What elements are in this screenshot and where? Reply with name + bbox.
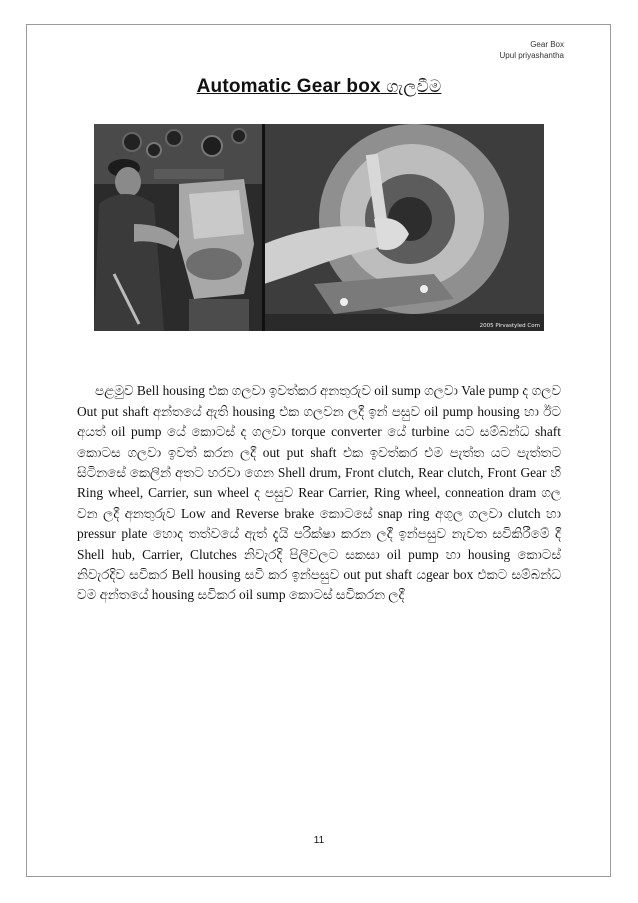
title-latin: Automatic Gear box <box>196 76 381 97</box>
left-photo <box>94 124 264 331</box>
header-title: Gear Box <box>530 40 564 49</box>
page-number: 11 <box>313 835 325 846</box>
body-paragraph: පළමුව Bell housing එක ගලවා ඉවත්කර අනතුරුව oil sump ගලවා Vale pump ද ගලව Out put shaft අන්තයේ ඇති housing එක ගලවන ලදී ඉන් පසුව oil pump housing හා ඊට අයත් oil pump යේ කොටස් ද ගලවා torque converter යේ turbine යට සම්බන්ධ shaft කොටස ගලවා ඉවත් කරන ලදී out put shaft එක ඉවත්කර එම පැත්ත යට පැත්තට සිටිනසේ කෙලින් අතට හරවා ගෙන Shell drum, Front clutch, Rear clutch, Front Gear හි Ring wheel, Carrier, sun wheel ද පසුව Rear Carrier, Ring wheel, conneation dram ගල වන ලදී අනතුරුව Low and Reverse brake කොටසේ snap ring අගුල ගලවා clutch හා pressur plate හොද තත්වයේ ඇත් දැයි පරික්ෂා කරන ලදී ඉන්පසුව නැවත සවිකිරීමේ දී Shell hub, Carrier, Clutches නිවැරදි පිලිවලට සකසා oil pump හා housing කොටස් නිවැරදිව සවිකර Bell housing සවි කර ඉන්පසුව out put shaft යgear box එකට සම්බන්ධ වම අන්තයේ housing සවිකර oil sump කොටස් සවිකරන ලදී <box>77 383 561 603</box>
right-photo <box>262 124 544 331</box>
photo-watermark: 2005 Pirvastyled Com <box>479 323 540 329</box>
running-header <box>500 39 564 61</box>
header-author: Upul priyashantha <box>499 51 564 60</box>
gearbox-photos-image <box>94 124 544 331</box>
gearbox-photos <box>94 124 544 331</box>
page-title <box>0 76 638 98</box>
title-sinhala: ගැලවීම <box>386 77 442 97</box>
